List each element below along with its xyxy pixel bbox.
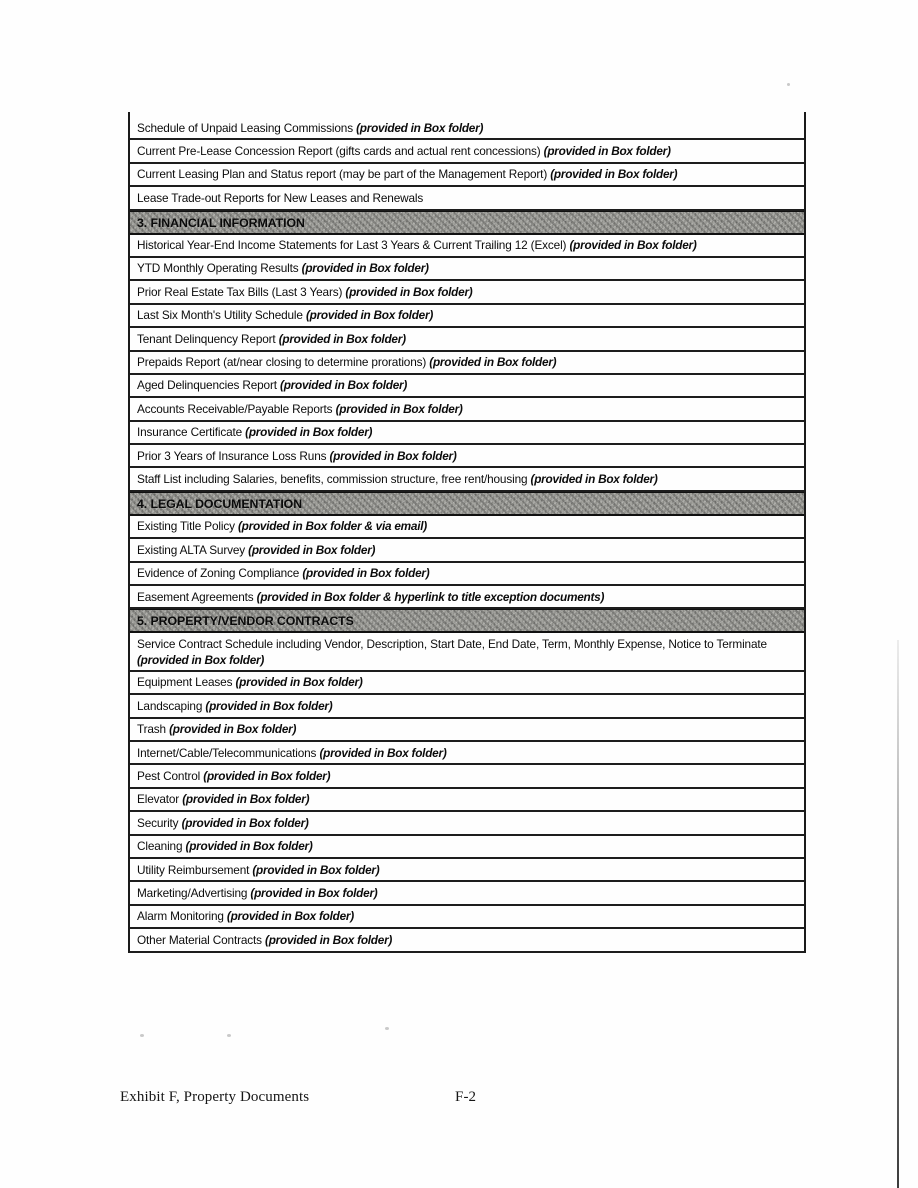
row-note: (provided in Box folder) [182,792,310,807]
footer-page-number: F-2 [455,1089,477,1105]
row-note: (provided in Box folder) [226,909,354,924]
row-text: Prior 3 Years of Insurance Loss Runs [137,448,327,463]
row-text: Tenant Delinquency Report [137,331,276,346]
row-text: Cleaning [137,839,183,854]
row-note: (provided in Box folder & hyperlink to title exception documents) [256,589,605,604]
row-note: (provided in Box folder) [280,378,408,393]
table-row [130,695,804,718]
table-row [130,836,804,859]
row-note: (provided in Box folder) [335,401,463,416]
row-text: Schedule of Unpaid Leasing Commissions [137,120,353,135]
section-header: 5. PROPERTY/VENDOR CONTRACTS [130,609,804,633]
row-note: (provided in Box folder) [205,698,333,713]
row-text: YTD Monthly Operating Results [137,261,299,276]
table-row [130,563,804,586]
row-note: (provided in Box folder) [235,675,363,690]
row-text: Utility Reimbursement [137,862,250,877]
row-text: Existing ALTA Survey [137,542,246,557]
scan-speck [385,1027,389,1030]
row-text: Existing Title Policy [137,519,235,534]
row-text: Historical Year-End Income Statements for Last 3 Years & Current Trailing 12 (Excel) [137,238,567,253]
table-row [130,539,804,562]
table-row [130,398,804,421]
table-row [130,352,804,375]
row-text: Marketing/Advertising [137,885,248,900]
row-note: (provided in Box folder) [329,448,457,463]
row-text: Insurance Certificate [137,425,246,440]
table-row [130,328,804,351]
row-text: Other Material Contracts [137,932,262,947]
scan-speck [787,83,790,86]
row-note: (provided in Box folder) [550,167,678,182]
table-row [130,468,804,491]
row-note: (provided in Box folder) [530,471,658,486]
row-note: (provided in Box folder) [137,653,265,668]
row-text: Security [137,815,179,830]
table-row [130,281,804,304]
row-note: (provided in Box folder) [245,425,373,440]
row-text: Equipment Leases [137,675,233,690]
row-text: Alarm Monitoring [137,909,224,924]
scan-speck [227,1034,231,1037]
table-row [130,859,804,882]
row-note: (provided in Box folder) [252,862,380,877]
section-header: 3. FINANCIAL INFORMATION [130,211,804,235]
row-text: Evidence of Zoning Compliance [137,566,300,581]
row-note: (provided in Box folder) [543,143,671,158]
row-text: Elevator [137,792,180,807]
row-note: (provided in Box folder) [278,331,406,346]
row-text: Internet/Cable/Telecommunications [137,745,317,760]
table-row [130,445,804,468]
table-row [130,516,804,539]
table-row [130,812,804,835]
table-row [130,422,804,445]
table-row [130,672,804,695]
row-note: (provided in Box folder) [569,238,697,253]
row-note: (provided in Box folder) [301,261,429,276]
row-note: (provided in Box folder) [248,542,376,557]
table-row [130,187,804,210]
row-text: Prepaids Report (at/near closing to determine prorations) [137,355,427,370]
table-row [130,882,804,905]
row-note: (provided in Box folder) [319,745,447,760]
row-note: (provided in Box folder) [185,839,313,854]
table-row [130,235,804,258]
table-row [130,375,804,398]
row-text: Current Pre-Lease Concession Report (gifts cards and actual rent concessions) [137,143,541,158]
table-row [130,906,804,929]
row-note: (provided in Box folder) [265,932,393,947]
row-note: (provided in Box folder) [181,815,309,830]
table-row [130,929,804,952]
table-row [130,765,804,788]
row-note: (provided in Box folder & via email) [237,519,427,534]
row-text: Last Six Month's Utility Schedule [137,308,303,323]
table-row [130,117,804,140]
table-row [130,258,804,281]
scan-speck [140,1034,144,1037]
footer-exhibit-label: Exhibit F, Property Documents [120,1089,310,1105]
table-row [130,164,804,187]
row-note: (provided in Box folder) [345,284,473,299]
row-text: Staff List including Salaries, benefits, commission structure, free rent/housing [137,471,528,486]
table-row [130,140,804,163]
row-note: (provided in Box folder) [250,885,378,900]
scan-artifact-line [897,640,899,1188]
table-row [130,633,804,672]
row-text: Current Leasing Plan and Status report (may be part of the Management Report) [137,167,548,182]
row-text: Accounts Receivable/Payable Reports [137,401,333,416]
table-row [130,719,804,742]
row-text: Trash [137,722,166,737]
row-text: Service Contract Schedule including Vendor, Description, Start Date, End Date, Term, Monthly Expense, Notice to Terminate [137,636,767,651]
row-note: (provided in Box folder) [203,768,331,783]
row-note: (provided in Box folder) [356,120,484,135]
table-row [130,586,804,609]
row-note: (provided in Box folder) [302,566,430,581]
row-text: Easement Agreements [137,589,254,604]
row-note: (provided in Box folder) [169,722,297,737]
row-text: Pest Control [137,768,201,783]
row-note: (provided in Box folder) [429,355,557,370]
table-row [130,305,804,328]
row-text: Landscaping [137,698,203,713]
row-note: (provided in Box folder) [305,308,433,323]
row-text: Lease Trade-out Reports for New Leases and Renewals [137,190,424,205]
row-text: Prior Real Estate Tax Bills (Last 3 Years) [137,284,343,299]
property-documents-table [128,112,806,953]
table-row [130,742,804,765]
row-text: Aged Delinquencies Report [137,378,277,393]
table-row [130,789,804,812]
section-header: 4. LEGAL DOCUMENTATION [130,492,804,516]
